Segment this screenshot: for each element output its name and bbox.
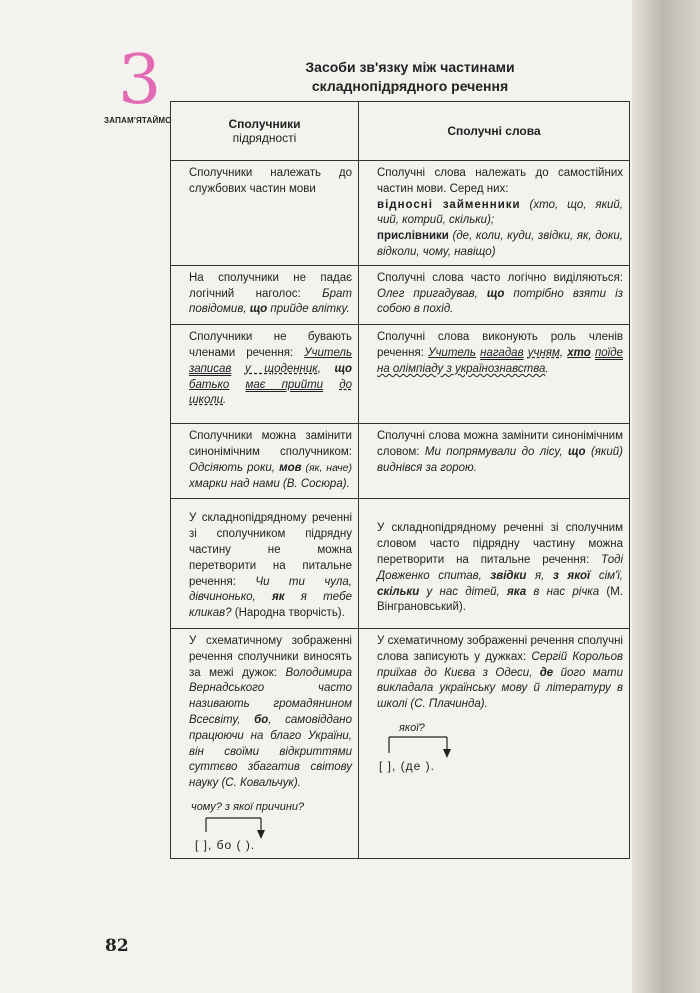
header-left-line-2: підрядності [232, 131, 297, 145]
cell-r1-left [171, 161, 359, 266]
r3-left-subject: Учитель [304, 346, 352, 359]
book-spine-shadow [632, 0, 700, 993]
table-row [171, 628, 630, 858]
r3-right-predicate-2: поїде [594, 346, 623, 359]
table-row [171, 325, 630, 424]
r4-right-e: виднівся за горою. [377, 461, 477, 474]
table-row [171, 265, 630, 324]
r3-right-adverbial: на олімпіаду з українознавства [377, 362, 546, 375]
r6-left-c: бо [254, 713, 269, 726]
r5-right-g: скільки [377, 585, 420, 598]
r5-left-d: я тебе кликав? [189, 591, 353, 620]
scheme-right-question: якої? [399, 721, 425, 734]
title-line-1: Засоби зв'язку між частинами [305, 59, 515, 75]
badge-number: 3 [118, 41, 162, 120]
r2-left-c: що [249, 303, 268, 316]
r6-left-d: , самовіддано працюючи на благо України, він своїми відкриттями суттєво збагатив світову науку [189, 713, 352, 790]
r5-right-a: У складнопідрядному реченні зі сполучним словом часто підрядну частину можна перетворити на питальне речення: [377, 522, 623, 566]
table-header-row [171, 102, 630, 161]
r5-right-f: сім'ї, [590, 569, 623, 582]
cell-r3-right [359, 325, 630, 424]
page-number: 82 [105, 936, 129, 956]
r4-right-b: Ми попрямували до лісу, [424, 445, 569, 458]
r4-left-e: хмарки над нами [189, 477, 280, 490]
r5-right-c: звідки [490, 569, 527, 582]
r4-right-c: що [568, 445, 586, 458]
r5-right-k: (М. Вінграновський). [377, 585, 623, 614]
r3-right-predicate: нагадав [480, 346, 524, 359]
r5-right-b: Тоді Довженко спитав, [377, 553, 623, 582]
r3-right-a: Сполучні слова виконують роль членів речення: [377, 331, 623, 359]
r2-left-b: Брат повідомив, [189, 287, 352, 316]
r3-left-conj: що [334, 362, 352, 375]
r3-right-comma: , [559, 346, 568, 359]
cell-r6-left [171, 628, 359, 858]
r2-right-c: що [486, 287, 505, 300]
r6-left-e: (С. Ковальчук). [218, 777, 301, 790]
r2-right-a: Сполучні слова часто логічно виділяються: [377, 271, 623, 284]
title-line-2: складнопідрядного речення [311, 78, 509, 94]
r5-left-c: як [271, 591, 285, 604]
r3-right-subject: Учитель [428, 346, 476, 359]
r6-left-b: Володимира Вернадського часто називають громадянином Всесвіту, [189, 666, 352, 726]
r4-right-a: Сполучні слова можна замінити синонімічним словом: [377, 430, 623, 458]
r6-right-e: (С. Плачинда). [407, 698, 488, 711]
scheme-left-question: чому? з якої причини? [191, 800, 305, 813]
scheme-right-formula: [ ], (де ). [379, 758, 436, 773]
r5-right-e: з якої [552, 569, 591, 582]
cell-r5-right [359, 499, 630, 629]
r5-left-b: Чи ти чула, дівчинонько, [189, 575, 352, 604]
r4-left-b: Одсіяють роки, [189, 461, 280, 474]
header-left-line-1: Сполучники [228, 117, 301, 131]
r3-left-comma: , [317, 362, 335, 375]
r4-left-a: Сполучники можна замінити синонімічним сполучником: [189, 430, 352, 458]
r6-right-d: його мати викладала українську мову й літературу в школі [377, 666, 623, 711]
r6-right-c: де [539, 666, 554, 679]
cell-r4-right [359, 424, 630, 499]
scheme-right [377, 719, 623, 777]
r1-right-pronoun-list: (хто, що, який, чий, котрий, скільки); [377, 198, 623, 227]
r4-left-c: мов [279, 461, 302, 474]
r3-left-subject-2: батько [189, 378, 230, 391]
r5-right-h: у нас дітей, [419, 585, 507, 598]
header-conjunctive-words: Сполучні слова [359, 102, 630, 161]
r5-right-i: яка [507, 585, 527, 598]
r6-left-a: У схематичному зображенні речення сполучники виносять за межі дужок: [189, 634, 352, 679]
r2-right-d: потрібно взяти із собою в похід. [377, 287, 623, 316]
r3-left-predicate-2: має прийти [245, 378, 324, 391]
r5-left-a: У складнопідрядному реченні зі сполучником підрядну частину не можна перетворити на питальне речення: [189, 512, 352, 588]
scheme-left-formula: [ ], бо ( ). [195, 837, 256, 852]
r4-left-d: (як, наче) [301, 461, 352, 474]
r5-left-e: (Народна творчість). [231, 607, 345, 620]
badge-label: ЗАПАМ'ЯТАЙМО [104, 116, 172, 125]
r3-right-word: хто [567, 346, 591, 359]
r3-left-predicate: записав [189, 362, 232, 375]
r3-left-dot: . [223, 394, 227, 407]
scheme-left [189, 798, 352, 856]
r4-left-f: (В. Сосюра). [279, 477, 350, 490]
header-conjunctions [171, 102, 359, 161]
cell-r2-left [171, 265, 359, 324]
cell-r5-left [171, 499, 359, 629]
r3-left-a: Сполучники не бувають членами речення: [189, 331, 352, 359]
r2-right-b: Олег пригадував, [377, 287, 487, 300]
r1-right-pronouns: відносні займенники [377, 198, 521, 211]
cell-r3-left [171, 325, 359, 424]
cell-r6-right [359, 628, 630, 858]
r1-right-adverb-list: (де, коли, куди, звідки, як, доки, відколи, чому, навіщо) [377, 230, 623, 258]
r1-left-text: Сполучники належать до службових частин мови [189, 167, 352, 195]
r3-right-dot: . [545, 362, 549, 375]
r3-right-object: учням [527, 346, 560, 359]
table-row [171, 424, 630, 499]
r6-right-b: Сергій Корольов приїхав до Києва з Одеси, [377, 650, 624, 679]
r6-right-a: У схематичному зображенні речення сполучні слова записують у дужках: [377, 634, 623, 663]
table-row [171, 161, 630, 266]
table-row [171, 499, 630, 629]
r5-right-d: я, [526, 569, 553, 582]
cell-r1-right [359, 161, 630, 266]
cell-r4-left [171, 424, 359, 499]
comparison-table [170, 101, 630, 859]
r1-right-a: Сполучні слова належать до самостійних частин мови. Серед них: [377, 167, 623, 195]
r1-right-adverbs: прислівники [377, 230, 449, 243]
page-title [240, 58, 580, 96]
r2-left-d: прийде влітку. [267, 303, 350, 316]
r3-left-object: у щоденник [244, 362, 318, 375]
r3-left-adverbial: до школи [189, 378, 352, 407]
r4-right-d: (який) [585, 445, 623, 458]
r2-left-a: На сполучники не падає логічний наголос: [189, 271, 352, 300]
cell-r2-right [359, 265, 630, 324]
r5-right-j: в нас річка [526, 585, 600, 598]
